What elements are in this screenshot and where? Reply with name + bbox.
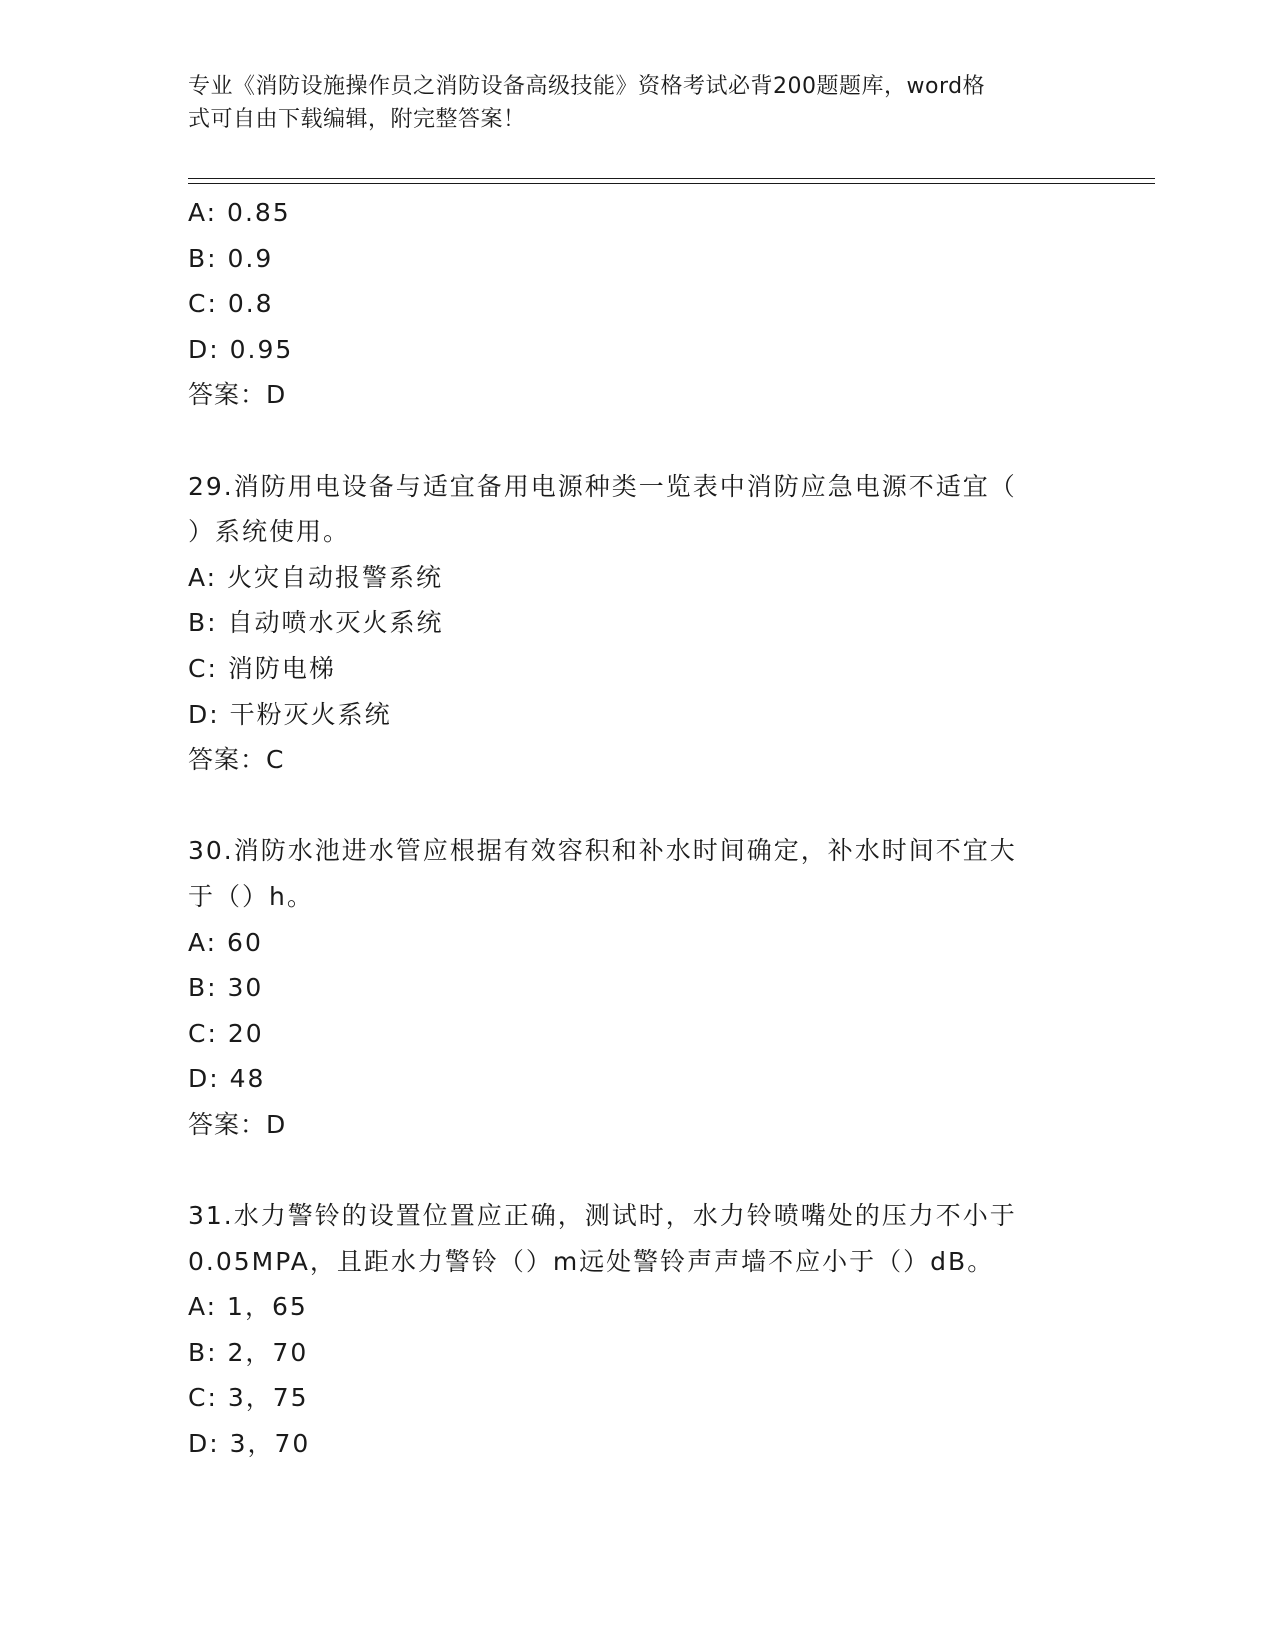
- question-list: [188, 190, 1088, 1467]
- answer-line: 答案：C: [188, 745, 285, 775]
- option-d: D: 3，70: [188, 1429, 311, 1459]
- question-block-28: [188, 190, 1088, 418]
- answer-line: 答案：D: [188, 1109, 287, 1139]
- option-c: C: 消防电梯: [188, 653, 336, 683]
- option-c: C: 3，75: [188, 1383, 309, 1413]
- option-b: B: 30: [188, 973, 264, 1003]
- option-d: D: 48: [188, 1064, 266, 1094]
- question-stem-line: 31.水力警铃的设置位置应正确，测试时，水力铃喷嘴处的压力不小于: [188, 1201, 1017, 1231]
- header-rule-bottom: [188, 183, 1155, 184]
- header-line-1: 专业《消防设施操作员之消防设备高级技能》资格考试必背200题题库，word格: [188, 74, 986, 99]
- option-a: A: 0.85: [188, 198, 291, 227]
- question-block-30: [188, 828, 1088, 1147]
- option-b: B: 自动喷水灭火系统: [188, 608, 444, 638]
- option-d: D: 0.95: [188, 334, 294, 364]
- question-stem-line: 0.05MPA，且距水力警铃（）m远处警铃声声墙不应小于（）dB。: [188, 1246, 995, 1276]
- question-stem-line: 29.消防用电设备与适宜备用电源种类一览表中消防应急电源不适宜（: [188, 471, 1017, 501]
- header-rule-top: [188, 178, 1155, 179]
- option-c: C: 20: [188, 1018, 264, 1048]
- spacer: [188, 783, 1088, 829]
- option-b: B: 2，70: [188, 1337, 309, 1367]
- option-a: A: 60: [188, 927, 263, 957]
- option-a: A: 1，65: [188, 1292, 308, 1322]
- spacer: [188, 418, 1088, 464]
- answer-line: 答案：D: [188, 380, 287, 410]
- option-a: A: 火灾自动报警系统: [188, 562, 444, 592]
- question-stem-line: 于（）h。: [188, 881, 314, 911]
- question-block-29: [188, 464, 1088, 783]
- question-block-31: [188, 1193, 1088, 1467]
- header-line-2: 式可自由下载编辑，附完整答案！: [188, 107, 526, 132]
- page-header: [188, 70, 1088, 136]
- option-c: C: 0.8: [188, 289, 274, 319]
- option-d: D: 干粉灭火系统: [188, 699, 392, 729]
- question-stem-line: ）系统使用。: [188, 517, 351, 547]
- spacer: [188, 1147, 1088, 1193]
- option-b: B: 0.9: [188, 243, 274, 273]
- question-stem-line: 30.消防水池进水管应根据有效容积和补水时间确定，补水时间不宜大: [188, 836, 1017, 866]
